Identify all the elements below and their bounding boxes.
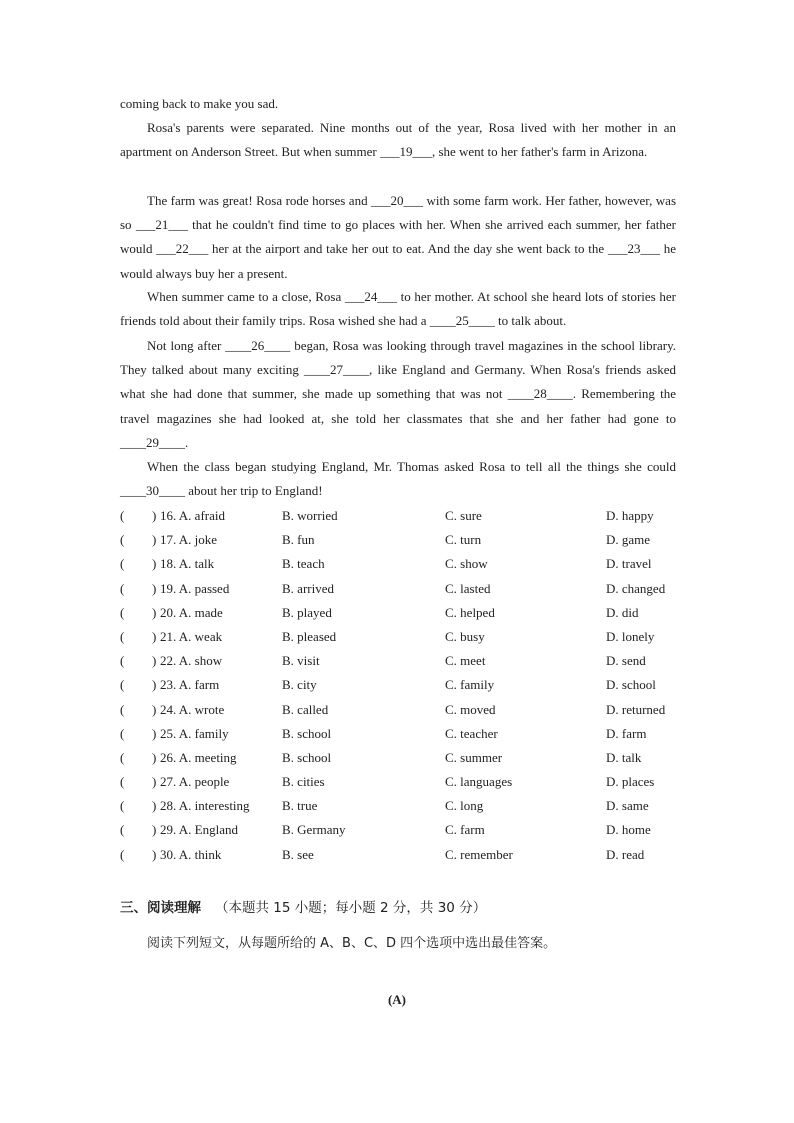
question-row bbox=[120, 698, 680, 722]
option-c: C. sure bbox=[445, 508, 482, 523]
option-d: D. farm bbox=[606, 725, 647, 741]
option-c: C. long bbox=[445, 798, 484, 814]
option-b: B. Germany bbox=[282, 822, 346, 838]
option-b: B. called bbox=[282, 701, 329, 717]
passage-paragraph-3: When summer came to a close, Rosa ___24___ to her mother. At school she heard lots of stories her friends told about their family trips. Rosa wished she had a ____25____ to talk about. bbox=[120, 289, 676, 329]
option-d: D. send bbox=[606, 653, 646, 669]
answer-paren-close: ) bbox=[152, 580, 157, 596]
option-a: 20. A. made bbox=[160, 604, 223, 620]
answer-paren-open: ( bbox=[120, 774, 125, 790]
option-a: 19. A. passed bbox=[160, 580, 230, 596]
option-a: 30. A. think bbox=[160, 846, 222, 862]
answer-paren-open: ( bbox=[120, 822, 125, 838]
option-c: C. teacher bbox=[445, 725, 498, 741]
answer-paren-open: ( bbox=[120, 701, 125, 717]
passage-paragraph-4: Not long after ____26____ began, Rosa was looking through travel magazines in the school library. They talked about many exciting ____27____, like England and Germany. When Rosa's friends asked what she had done that summer, she made up something that was not ____28____. Remembering the travel magazines she had looked at, she told her classmates that she and her father had gone to ____29____. bbox=[120, 338, 676, 450]
answer-paren-close: ) bbox=[152, 846, 157, 862]
option-b: B. cities bbox=[282, 774, 325, 790]
question-row bbox=[120, 770, 680, 794]
option-d: D. returned bbox=[606, 701, 666, 717]
section-title: 三、阅读理解 bbox=[120, 900, 201, 916]
option-d: D. did bbox=[606, 604, 639, 620]
question-row bbox=[120, 746, 680, 770]
option-b: B. arrived bbox=[282, 580, 334, 596]
option-a: 17. A. joke bbox=[160, 532, 218, 548]
option-d: D. home bbox=[606, 822, 651, 838]
option-a: 25. A. family bbox=[160, 725, 229, 741]
option-c: C. summer bbox=[445, 749, 503, 765]
question-row bbox=[120, 818, 680, 842]
answer-paren-open: ( bbox=[120, 677, 125, 693]
section-note: （本题共 15 小题；每小题 2 分，共 30 分） bbox=[215, 900, 487, 916]
section-heading bbox=[120, 896, 486, 920]
question-row bbox=[120, 601, 680, 625]
answer-paren-close: ) bbox=[152, 701, 157, 717]
answer-paren-open: ( bbox=[120, 628, 125, 644]
part-label: (A) bbox=[387, 992, 407, 1007]
option-d: D. read bbox=[606, 846, 645, 862]
answer-paren-close: ) bbox=[152, 749, 157, 765]
passage-line-continuation: coming back to make you sad. bbox=[120, 96, 279, 111]
option-a: 23. A. farm bbox=[160, 677, 220, 693]
option-d: D. changed bbox=[606, 580, 666, 596]
option-c: C. family bbox=[445, 677, 495, 693]
question-row bbox=[120, 722, 680, 746]
passage-paragraph-5: When the class began studying England, Mr. Thomas asked Rosa to tell all the things she could ____30____ about her trip to England! bbox=[120, 459, 676, 499]
answer-paren-close: ) bbox=[152, 604, 157, 620]
answer-paren-open: ( bbox=[120, 580, 125, 596]
answer-paren-open: ( bbox=[120, 532, 125, 548]
option-d: D. happy bbox=[606, 508, 654, 523]
option-d: D. travel bbox=[606, 556, 652, 572]
answer-paren-open: ( bbox=[120, 604, 125, 620]
option-c: C. busy bbox=[445, 628, 485, 644]
option-c: C. turn bbox=[445, 532, 482, 548]
question-row bbox=[120, 625, 680, 649]
answer-paren-close: ) bbox=[152, 677, 157, 693]
passage-paragraph-2: The farm was great! Rosa rode horses and ___20___ with some farm work. Her father, however, was so ___21___ that he couldn't find time to go places with her. When she arrived each summer, her father would ___22___ her at the airport and take her out to eat. And the day she went back to the ___23___ he would always buy her a present. bbox=[120, 193, 676, 281]
question-row bbox=[120, 528, 680, 552]
answer-paren-open: ( bbox=[120, 846, 125, 862]
option-c: C. farm bbox=[445, 822, 485, 838]
option-a: 22. A. show bbox=[160, 653, 223, 669]
answer-paren-close: ) bbox=[152, 628, 157, 644]
answer-paren-close: ) bbox=[152, 798, 157, 814]
option-c: C. remember bbox=[445, 846, 513, 862]
option-d: D. same bbox=[606, 798, 649, 814]
question-row bbox=[120, 794, 680, 818]
option-d: D. game bbox=[606, 532, 651, 548]
option-a: 29. A. England bbox=[160, 822, 238, 838]
option-c: C. languages bbox=[445, 774, 513, 790]
answer-paren-close: ) bbox=[152, 725, 157, 741]
option-a: 24. A. wrote bbox=[160, 701, 225, 717]
option-a: 21. A. weak bbox=[160, 628, 223, 644]
option-b: B. played bbox=[282, 604, 332, 620]
answer-paren-open: ( bbox=[120, 725, 125, 741]
question-row bbox=[120, 843, 680, 867]
option-d: D. places bbox=[606, 774, 655, 790]
answer-paren-close: ) bbox=[152, 556, 157, 572]
option-d: D. lonely bbox=[606, 628, 655, 644]
option-b: B. pleased bbox=[282, 628, 337, 644]
option-c: C. helped bbox=[445, 604, 495, 620]
question-row bbox=[120, 673, 680, 697]
option-b: B. teach bbox=[282, 556, 325, 572]
cloze-options-table bbox=[120, 504, 680, 867]
answer-paren-open: ( bbox=[120, 508, 125, 523]
passage-paragraph-1: Rosa's parents were separated. Nine months out of the year, Rosa lived with her mother in an apartment on Anderson Street. But when summer ___19___, she went to her father's farm in Arizona. bbox=[120, 120, 676, 160]
option-b: B. school bbox=[282, 749, 332, 765]
question-row bbox=[120, 504, 680, 528]
question-row bbox=[120, 649, 680, 673]
section-instruction: 阅读下列短文，从每题所给的 A、B、C、D 四个选项中选出最佳答案。 bbox=[147, 936, 557, 951]
answer-paren-close: ) bbox=[152, 653, 157, 669]
option-c: C. show bbox=[445, 556, 488, 572]
option-a: 27. A. people bbox=[160, 774, 230, 790]
option-c: C. moved bbox=[445, 701, 496, 717]
option-c: C. lasted bbox=[445, 580, 491, 596]
question-row bbox=[120, 552, 680, 576]
answer-paren-close: ) bbox=[152, 822, 157, 838]
option-b: B. true bbox=[282, 798, 318, 814]
answer-paren-open: ( bbox=[120, 653, 125, 669]
option-b: B. visit bbox=[282, 653, 320, 669]
option-a: 16. A. afraid bbox=[160, 508, 225, 523]
answer-paren-close: ) bbox=[152, 508, 157, 523]
option-d: D. talk bbox=[606, 749, 642, 765]
answer-paren-open: ( bbox=[120, 798, 125, 814]
option-b: B. city bbox=[282, 677, 317, 693]
answer-paren-close: ) bbox=[152, 774, 157, 790]
question-row bbox=[120, 577, 680, 601]
option-a: 26. A. meeting bbox=[160, 749, 237, 765]
option-b: B. school bbox=[282, 725, 332, 741]
option-a: 28. A. interesting bbox=[160, 798, 250, 814]
option-b: B. fun bbox=[282, 532, 315, 548]
option-d: D. school bbox=[606, 677, 656, 693]
answer-paren-open: ( bbox=[120, 749, 125, 765]
option-b: B. see bbox=[282, 846, 314, 862]
answer-paren-open: ( bbox=[120, 556, 125, 572]
answer-paren-close: ) bbox=[152, 532, 157, 548]
option-b: B. worried bbox=[282, 508, 338, 523]
option-a: 18. A. talk bbox=[160, 556, 215, 572]
option-c: C. meet bbox=[445, 653, 486, 669]
